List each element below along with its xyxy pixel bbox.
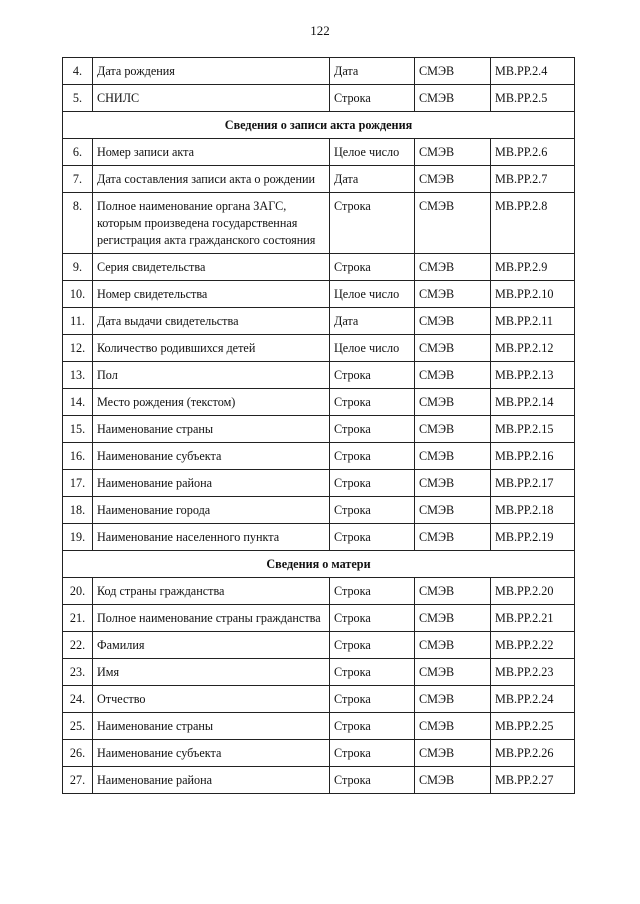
data-type: Целое число	[330, 281, 415, 308]
table-row	[63, 740, 575, 767]
data-type: Дата	[330, 308, 415, 335]
element-name: Номер записи акта	[93, 139, 330, 166]
data-source: СМЭВ	[415, 58, 491, 85]
row-number: 8.	[63, 193, 93, 254]
row-number: 24.	[63, 686, 93, 713]
table-row	[63, 58, 575, 85]
data-type: Целое число	[330, 139, 415, 166]
element-name: Наименование населенного пункта	[93, 524, 330, 551]
table-row	[63, 362, 575, 389]
table-row	[63, 416, 575, 443]
row-number: 4.	[63, 58, 93, 85]
table-row	[63, 578, 575, 605]
table-row	[63, 166, 575, 193]
element-code: МВ.РР.2.16	[491, 443, 575, 470]
data-source: СМЭВ	[415, 632, 491, 659]
data-source: СМЭВ	[415, 767, 491, 794]
element-name: Наименование страны	[93, 416, 330, 443]
table-row	[63, 659, 575, 686]
row-number: 12.	[63, 335, 93, 362]
row-number: 7.	[63, 166, 93, 193]
table-row	[63, 308, 575, 335]
element-name: Наименование района	[93, 767, 330, 794]
table-row	[63, 605, 575, 632]
element-name: Код страны гражданства	[93, 578, 330, 605]
element-code: МВ.РР.2.9	[491, 254, 575, 281]
element-code: МВ.РР.2.15	[491, 416, 575, 443]
element-name: Наименование района	[93, 470, 330, 497]
data-source: СМЭВ	[415, 362, 491, 389]
table-row	[63, 713, 575, 740]
element-code: МВ.РР.2.12	[491, 335, 575, 362]
element-name: Наименование субъекта	[93, 443, 330, 470]
data-source: СМЭВ	[415, 139, 491, 166]
data-source: СМЭВ	[415, 605, 491, 632]
element-code: МВ.РР.2.21	[491, 605, 575, 632]
element-code: МВ.РР.2.27	[491, 767, 575, 794]
element-code: МВ.РР.2.10	[491, 281, 575, 308]
table-row	[63, 686, 575, 713]
data-source: СМЭВ	[415, 443, 491, 470]
element-name: Серия свидетельства	[93, 254, 330, 281]
table-row	[63, 389, 575, 416]
row-number: 19.	[63, 524, 93, 551]
row-number: 14.	[63, 389, 93, 416]
row-number: 11.	[63, 308, 93, 335]
row-number: 6.	[63, 139, 93, 166]
element-code: МВ.РР.2.18	[491, 497, 575, 524]
data-type: Строка	[330, 85, 415, 112]
element-code: МВ.РР.2.7	[491, 166, 575, 193]
row-number: 20.	[63, 578, 93, 605]
table-row	[63, 139, 575, 166]
table-row	[63, 443, 575, 470]
table-row	[63, 254, 575, 281]
data-type: Строка	[330, 740, 415, 767]
row-number: 27.	[63, 767, 93, 794]
element-code: МВ.РР.2.14	[491, 389, 575, 416]
data-source: СМЭВ	[415, 470, 491, 497]
element-code: МВ.РР.2.5	[491, 85, 575, 112]
element-name: СНИЛС	[93, 85, 330, 112]
section-title: Сведения о матери	[63, 551, 575, 578]
element-name: Отчество	[93, 686, 330, 713]
data-source: СМЭВ	[415, 193, 491, 254]
data-type: Дата	[330, 58, 415, 85]
data-type: Строка	[330, 632, 415, 659]
element-name: Наименование страны	[93, 713, 330, 740]
element-name: Дата рождения	[93, 58, 330, 85]
data-source: СМЭВ	[415, 281, 491, 308]
element-code: МВ.РР.2.24	[491, 686, 575, 713]
data-type: Строка	[330, 659, 415, 686]
data-source: СМЭВ	[415, 497, 491, 524]
element-name: Номер свидетельства	[93, 281, 330, 308]
element-code: МВ.РР.2.13	[491, 362, 575, 389]
data-type: Строка	[330, 254, 415, 281]
data-source: СМЭВ	[415, 85, 491, 112]
data-type: Целое число	[330, 335, 415, 362]
element-code: МВ.РР.2.22	[491, 632, 575, 659]
section-title: Сведения о записи акта рождения	[63, 112, 575, 139]
element-code: МВ.РР.2.17	[491, 470, 575, 497]
data-type: Дата	[330, 166, 415, 193]
table-row	[63, 767, 575, 794]
data-source: СМЭВ	[415, 740, 491, 767]
data-type: Строка	[330, 713, 415, 740]
element-name: Полное наименование органа ЗАГС, которым произведена государственная регистрация акта гражданского состояния	[93, 193, 330, 254]
element-code: МВ.РР.2.4	[491, 58, 575, 85]
data-source: СМЭВ	[415, 713, 491, 740]
data-source: СМЭВ	[415, 686, 491, 713]
data-type: Строка	[330, 193, 415, 254]
data-source: СМЭВ	[415, 416, 491, 443]
element-name: Полное наименование страны гражданства	[93, 605, 330, 632]
data-source: СМЭВ	[415, 166, 491, 193]
section-header-row	[63, 112, 575, 139]
row-number: 25.	[63, 713, 93, 740]
data-type: Строка	[330, 362, 415, 389]
data-source: СМЭВ	[415, 308, 491, 335]
data-source: СМЭВ	[415, 524, 491, 551]
data-type: Строка	[330, 389, 415, 416]
table-row	[63, 85, 575, 112]
row-number: 22.	[63, 632, 93, 659]
table-row	[63, 281, 575, 308]
element-name: Наименование субъекта	[93, 740, 330, 767]
table-row	[63, 335, 575, 362]
row-number: 16.	[63, 443, 93, 470]
data-type: Строка	[330, 524, 415, 551]
data-type: Строка	[330, 767, 415, 794]
row-number: 10.	[63, 281, 93, 308]
data-source: СМЭВ	[415, 659, 491, 686]
element-code: МВ.РР.2.26	[491, 740, 575, 767]
table-row	[63, 632, 575, 659]
row-number: 23.	[63, 659, 93, 686]
table-row	[63, 497, 575, 524]
element-code: МВ.РР.2.19	[491, 524, 575, 551]
data-type: Строка	[330, 443, 415, 470]
data-source: СМЭВ	[415, 335, 491, 362]
data-source: СМЭВ	[415, 254, 491, 281]
page-number: 122	[310, 23, 330, 38]
row-number: 13.	[63, 362, 93, 389]
element-code: МВ.РР.2.11	[491, 308, 575, 335]
element-code: МВ.РР.2.6	[491, 139, 575, 166]
element-name: Имя	[93, 659, 330, 686]
data-type: Строка	[330, 470, 415, 497]
data-type: Строка	[330, 497, 415, 524]
data-elements-table	[62, 57, 575, 794]
section-header-row	[63, 551, 575, 578]
data-source: СМЭВ	[415, 578, 491, 605]
table-row	[63, 193, 575, 254]
element-name: Наименование города	[93, 497, 330, 524]
row-number: 15.	[63, 416, 93, 443]
element-name: Дата выдачи свидетельства	[93, 308, 330, 335]
element-code: МВ.РР.2.25	[491, 713, 575, 740]
row-number: 18.	[63, 497, 93, 524]
element-name: Место рождения (текстом)	[93, 389, 330, 416]
data-type: Строка	[330, 416, 415, 443]
data-type: Строка	[330, 686, 415, 713]
element-name: Дата составления записи акта о рождении	[93, 166, 330, 193]
table-body	[63, 58, 575, 794]
data-source: СМЭВ	[415, 389, 491, 416]
row-number: 5.	[63, 85, 93, 112]
element-code: МВ.РР.2.23	[491, 659, 575, 686]
element-name: Количество родившихся детей	[93, 335, 330, 362]
table-row	[63, 524, 575, 551]
data-type: Строка	[330, 578, 415, 605]
row-number: 26.	[63, 740, 93, 767]
table-row	[63, 470, 575, 497]
row-number: 21.	[63, 605, 93, 632]
row-number: 9.	[63, 254, 93, 281]
data-type: Строка	[330, 605, 415, 632]
row-number: 17.	[63, 470, 93, 497]
element-code: МВ.РР.2.20	[491, 578, 575, 605]
element-name: Фамилия	[93, 632, 330, 659]
element-name: Пол	[93, 362, 330, 389]
element-code: МВ.РР.2.8	[491, 193, 575, 254]
